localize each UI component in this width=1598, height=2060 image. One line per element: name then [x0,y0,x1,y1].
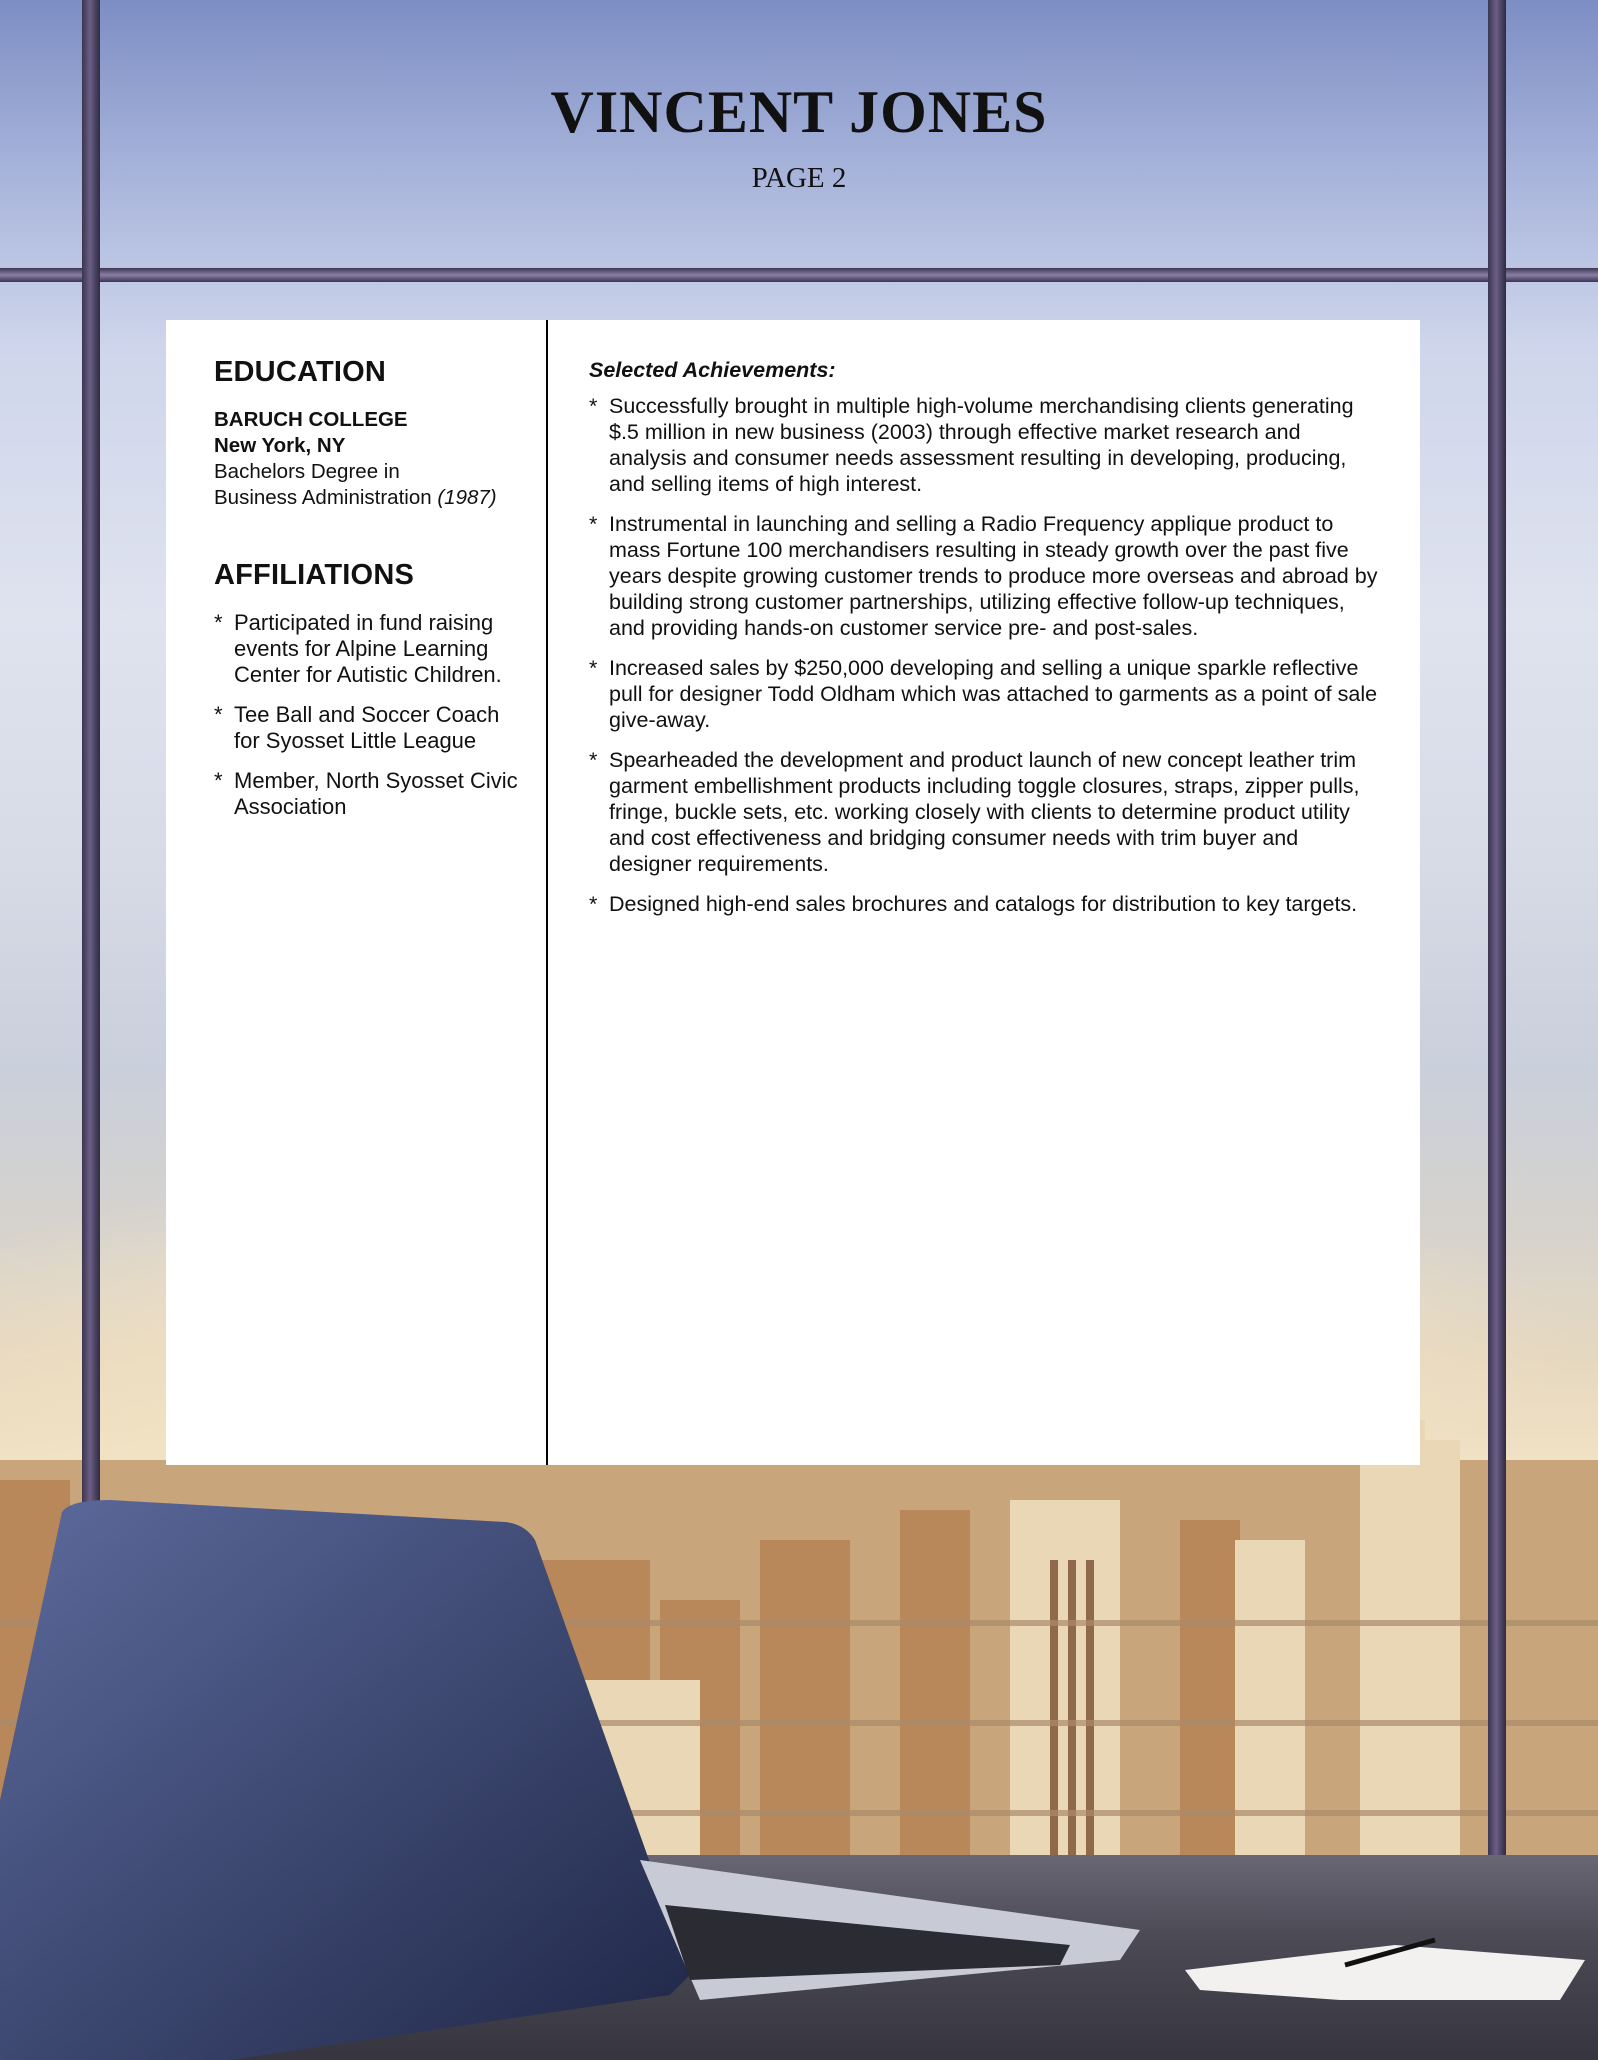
list-item [214,610,530,688]
affiliations-list [214,610,530,820]
page-number: PAGE 2 [751,162,847,194]
list-item [589,393,1379,497]
education-degree-text: Business Administration [214,486,432,509]
column-divider [546,320,548,1465]
list-item-text: Instrumental in launching and selling a Radio Frequency applique product to mass Fortune 100 merchandisers resulting in steady growth over the past five years despite growing customer trends to produce more overseas and abroad by building strong customer partnerships, utilizing effective follow-up techniques, and providing hands-on customer service pre- and post-sales. [609,512,1378,640]
bullet-star: * [589,656,598,680]
candidate-name: VINCENT JONES [550,79,1048,145]
list-item-text: Successfully brought in multiple high-volume merchandising clients generating $.5 million in new business (2003) through effective market research and analysis and consumer needs assessment resulting in developing, producing, and selling items of high interest. [609,394,1354,496]
education-school: BARUCH COLLEGE [214,408,408,431]
education-heading: EDUCATION [214,356,387,388]
bullet-star: * [589,512,598,536]
achievements-list [589,393,1379,917]
list-item [589,511,1379,641]
list-item-text: Designed high-end sales brochures and catalogs for distribution to key targets. [609,892,1358,916]
list-item [589,891,1379,917]
laptop-and-notebook [0,1500,1598,2060]
bullet-star: * [589,394,598,418]
list-item [589,655,1379,733]
bullet-star: * [214,768,223,793]
bullet-star: * [214,610,223,635]
education-location: New York, NY [214,434,346,457]
bullet-star: * [589,892,598,916]
education-year: (1987) [437,486,497,509]
achievements-heading: Selected Achievements: [589,358,836,382]
list-item [589,747,1379,877]
list-item [214,768,530,820]
right-column [589,358,1379,931]
left-column [214,356,530,834]
education-degree-line1: Bachelors Degree in [214,460,400,483]
window-frame-horizontal [0,268,1598,282]
list-item-text: Participated in fund raising events for Alpine Learning Center for Autistic Children. [234,610,502,687]
resume-content-card [166,320,1420,1465]
list-item [214,702,530,754]
bullet-star: * [214,702,223,727]
affiliations-heading: AFFILIATIONS [214,559,415,591]
list-item-text: Spearheaded the development and product launch of new concept leather trim garment embellishment products including toggle closures, straps, zipper pulls, fringe, buckle sets, etc. working closely with clients to determine product utility and cost effectiveness and bridging consumer needs with trim buyer and designer requirements. [609,748,1360,876]
education-degree-line2 [214,485,530,511]
list-item-text: Increased sales by $250,000 developing and selling a unique sparkle reflective pull for designer Todd Oldham which was attached to garments as a point of sale give-away. [609,656,1378,732]
list-item-text: Tee Ball and Soccer Coach for Syosset Little League [234,702,500,753]
bullet-star: * [589,748,598,772]
list-item-text: Member, North Syosset Civic Association [234,768,518,819]
